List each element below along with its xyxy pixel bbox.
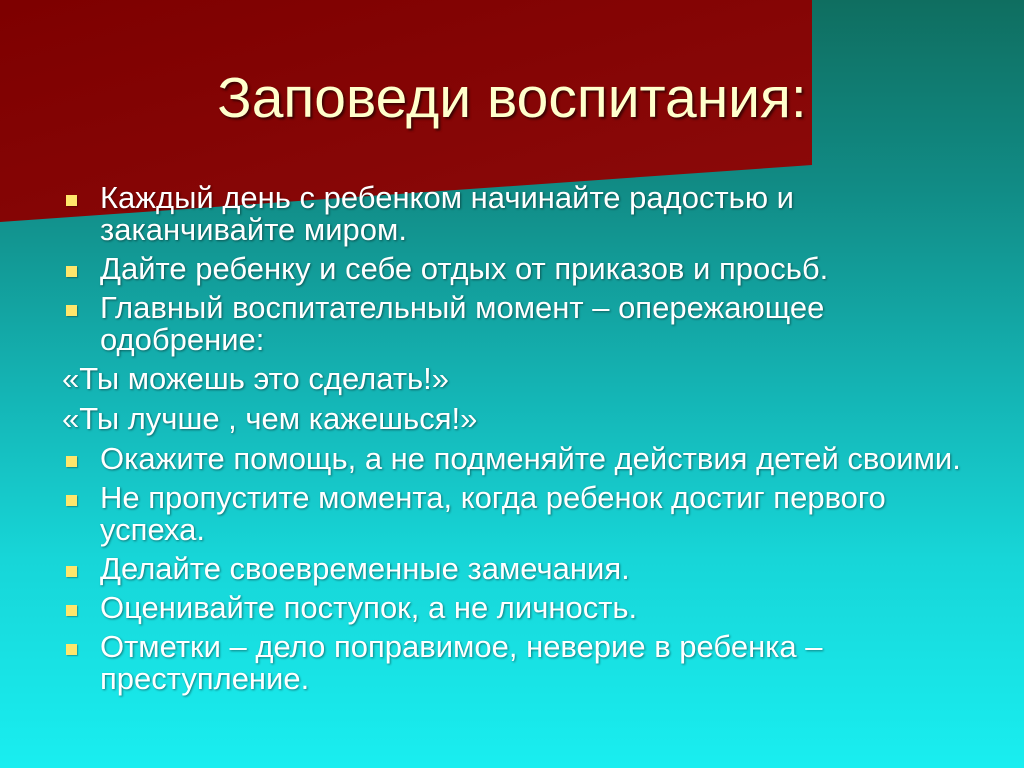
quote-text: «Ты лучше , чем кажешься!» bbox=[62, 401, 478, 436]
list-item bbox=[62, 292, 962, 356]
quote-text: «Ты можешь это сделать!» bbox=[62, 361, 450, 396]
list-item bbox=[62, 553, 962, 585]
list-item-text: Главный воспитательный момент – опережающее одобрение: bbox=[100, 290, 825, 357]
slide-title: Заповеди воспитания: bbox=[217, 66, 807, 130]
list-item-text: Окажите помощь, а не подменяйте действия детей своими. bbox=[100, 441, 961, 476]
square-bullet-icon bbox=[66, 266, 77, 277]
square-bullet-icon bbox=[66, 456, 77, 467]
square-bullet-icon bbox=[66, 195, 77, 206]
list-item bbox=[62, 482, 962, 546]
list-item-text: Дайте ребенку и себе отдых от приказов и просьб. bbox=[100, 251, 829, 286]
list-item bbox=[62, 592, 962, 624]
list-item-text: Оценивайте поступок, а не личность. bbox=[100, 590, 638, 625]
list-item bbox=[62, 443, 962, 475]
quote-line bbox=[62, 363, 962, 395]
list-item-text: Делайте своевременные замечания. bbox=[100, 551, 630, 586]
square-bullet-icon bbox=[66, 305, 77, 316]
list-item-text: Каждый день с ребенком начинайте радостью и заканчивайте миром. bbox=[100, 180, 795, 247]
square-bullet-icon bbox=[66, 566, 77, 577]
square-bullet-icon bbox=[66, 605, 77, 616]
list-item bbox=[62, 182, 962, 246]
commandments-list bbox=[62, 182, 962, 702]
square-bullet-icon bbox=[66, 644, 77, 655]
quote-line bbox=[62, 403, 962, 435]
list-item-text: Отметки – дело поправимое, неверие в ребенка – преступление. bbox=[100, 629, 823, 696]
square-bullet-icon bbox=[66, 495, 77, 506]
list-item bbox=[62, 253, 962, 285]
list-item bbox=[62, 631, 962, 695]
list-item-text: Не пропустите момента, когда ребенок достиг первого успеха. bbox=[100, 480, 886, 547]
